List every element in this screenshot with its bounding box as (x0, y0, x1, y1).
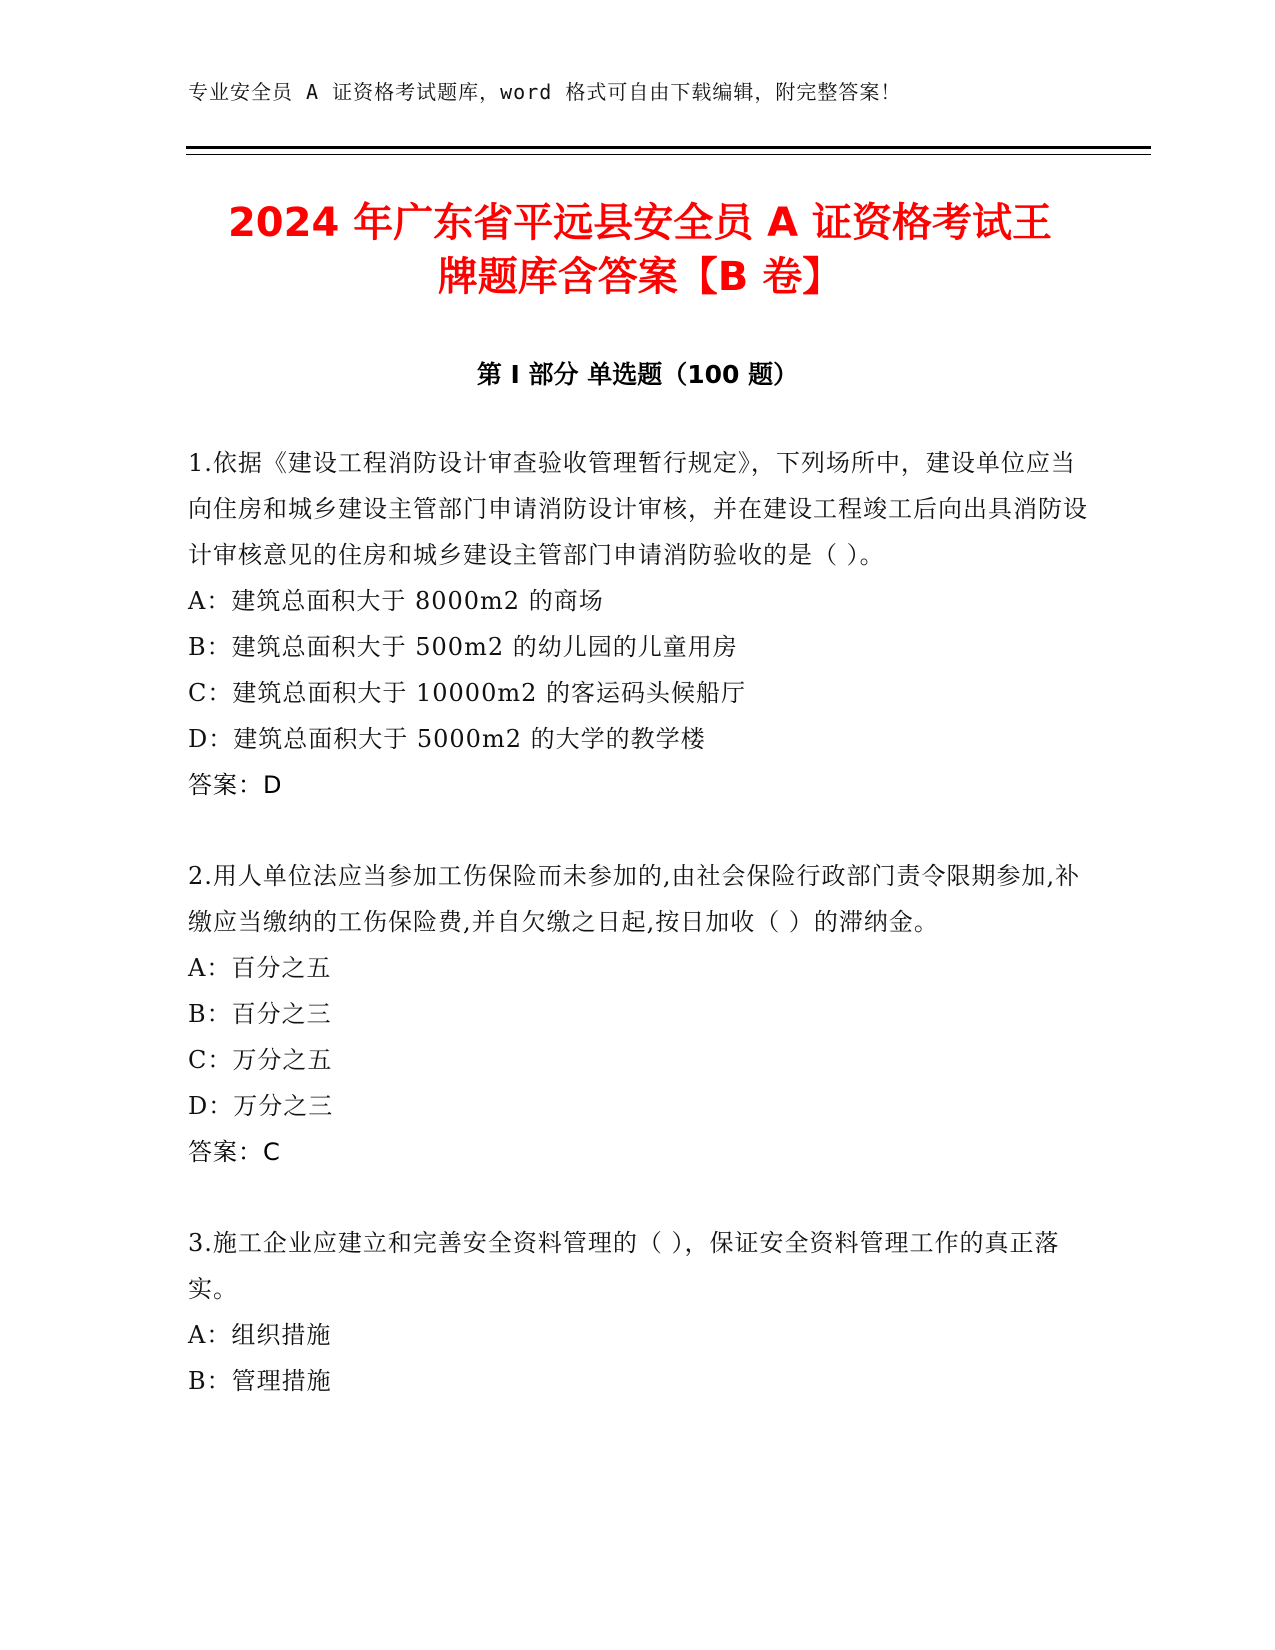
option-c: C：建筑总面积大于 10000m2 的客运码头候船厅 (188, 679, 746, 707)
question-1 (188, 440, 1088, 808)
option-b: B：建筑总面积大于 500m2 的幼儿园的儿童用房 (188, 633, 738, 661)
question-list (188, 440, 1088, 1404)
question-stem: 2.用人单位法应当参加工伤保险而未参加的,由社会保险行政部门责令限期参加,补缴应当缴纳的工伤保险费,并自欠缴之日起,按日加收（ ）的滞纳金。 (188, 862, 1081, 936)
document-title-line-1: 2024 年广东省平远县安全员 A 证资格考试王 (227, 200, 1053, 246)
document-title (160, 196, 1120, 304)
option-b: B：管理措施 (188, 1367, 332, 1395)
answer: 答案：D (188, 771, 283, 799)
option-d: D：万分之三 (188, 1092, 334, 1120)
option-b: B：百分之三 (188, 1000, 332, 1028)
header-rule-thick (186, 146, 1151, 149)
question-2 (188, 853, 1088, 1175)
question-stem: 3.施工企业应建立和完善安全资料管理的（ ），保证安全资料管理工作的真正落实。 (188, 1229, 1060, 1303)
question-3 (188, 1220, 1088, 1404)
document-title-line-2: 牌题库含答案【B 卷】 (437, 254, 843, 300)
answer: 答案：C (188, 1138, 281, 1166)
header-note: 专业安全员 A 证资格考试题库，word 格式可自由下载编辑，附完整答案！ (188, 80, 902, 104)
option-a: A：百分之五 (188, 954, 332, 982)
section-title: 第 I 部分 单选题（100 题） (476, 360, 799, 389)
option-c: C：万分之五 (188, 1046, 333, 1074)
header-rule-thin (186, 154, 1151, 155)
option-a: A：组织措施 (188, 1321, 332, 1349)
question-stem: 1.依据《建设工程消防设计审查验收管理暂行规定》，下列场所中，建设单位应当向住房和城乡建设主管部门申请消防设计审核，并在建设工程竣工后向出具消防设计审核意见的住房和城乡建设主管部门申请消防验收的是（ ）。 (188, 449, 1088, 569)
option-d: D：建筑总面积大于 5000m2 的大学的教学楼 (188, 725, 706, 753)
option-a: A：建筑总面积大于 8000m2 的商场 (188, 587, 604, 615)
